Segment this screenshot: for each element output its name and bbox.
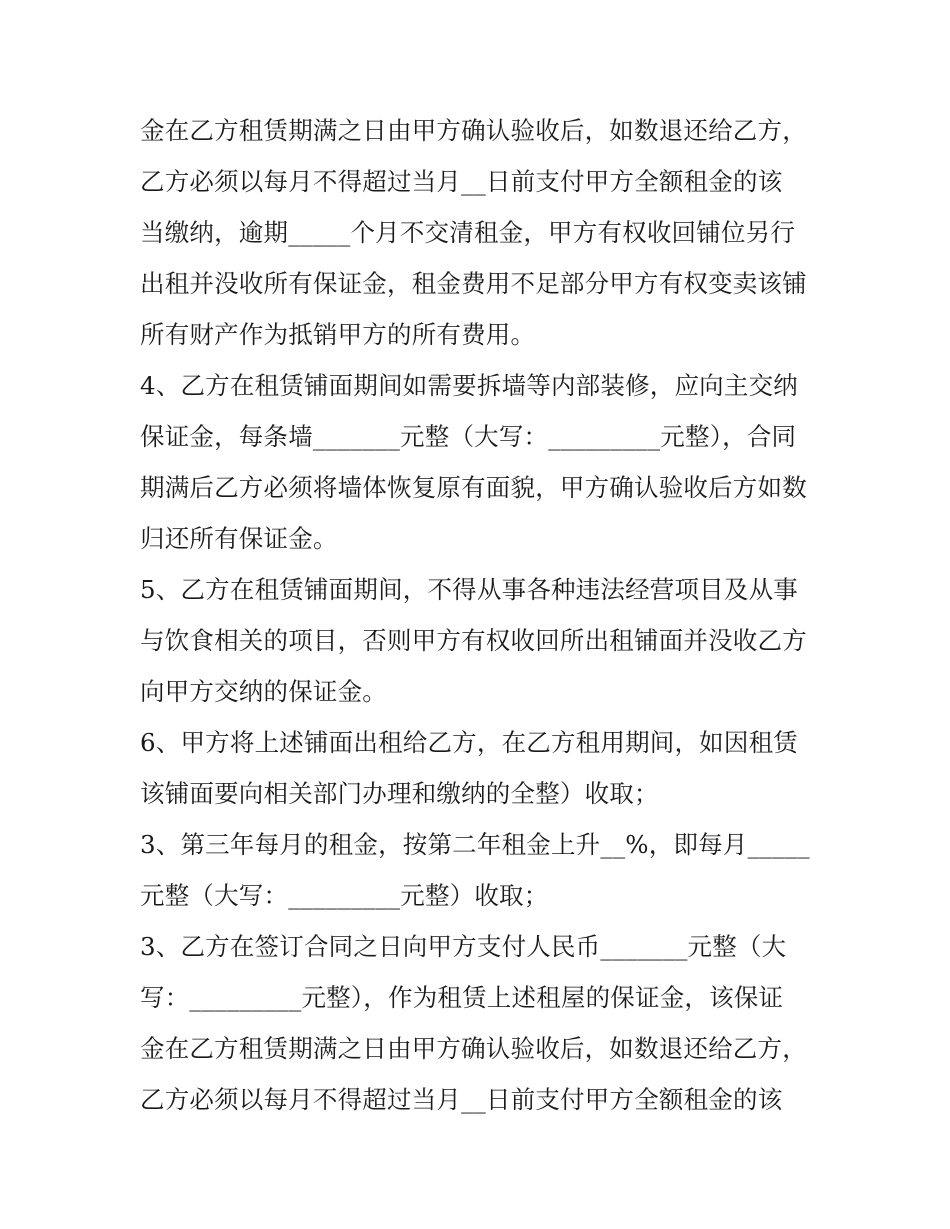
text-line: 写：_________元整），作为租赁上述租屋的保证金，该保证 [140,983,784,1012]
text-line: 元整（大写：_________元整）收取； [140,881,549,910]
text-line: 乙方必须以每月不得超过当月__日前支付甲方全额租金的该 [140,1085,783,1114]
text-line: 所有财产作为抵销甲方的所有费用。 [140,320,536,349]
text-line: 出租并没收所有保证金，租金费用不足部分甲方有权变卖该铺 [140,269,807,298]
text-line: 乙方必须以每月不得超过当月__日前支付甲方全额租金的该 [140,167,783,196]
clause-6-line: 6、甲方将上述铺面出租给乙方，在乙方租用期间，如因租赁 [140,728,798,757]
clause-4-line: 4、乙方在租赁铺面期间如需要拆墙等内部装修，应向主交纳 [140,371,798,400]
text-line: 归还所有保证金。 [140,524,338,553]
clause-3-deposit-line: 3、乙方在签订合同之日向甲方支付人民币_______元整（大 [140,932,787,961]
text-line: 保证金，每条墙_______元整（大写：_________元整），合同 [140,422,797,451]
contract-text-body [140,105,830,1125]
text-line: 金在乙方租赁期满之日由甲方确认验收后，如数退还给乙方， [140,116,807,145]
clause-3-rent-line: 3、第三年每月的租金，按第二年租金上升__%，即每月_____ [140,830,810,859]
text-line: 当缴纳，逾期_____个月不交清租金，甲方有权收回铺位另行 [140,218,796,247]
text-line: 与饮食相关的项目，否则甲方有权收回所出租铺面并没收乙方 [140,626,807,655]
text-line: 金在乙方租赁期满之日由甲方确认验收后，如数退还给乙方， [140,1034,807,1063]
clause-5-line: 5、乙方在租赁铺面期间，不得从事各种违法经营项目及从事 [140,575,798,604]
text-line: 该铺面要向相关部门办理和缴纳的全整）收取； [140,779,659,808]
text-line: 向甲方交纳的保证金。 [140,677,387,706]
text-line: 期满后乙方必须将墙体恢复原有面貌，甲方确认验收后方如数 [140,473,807,502]
